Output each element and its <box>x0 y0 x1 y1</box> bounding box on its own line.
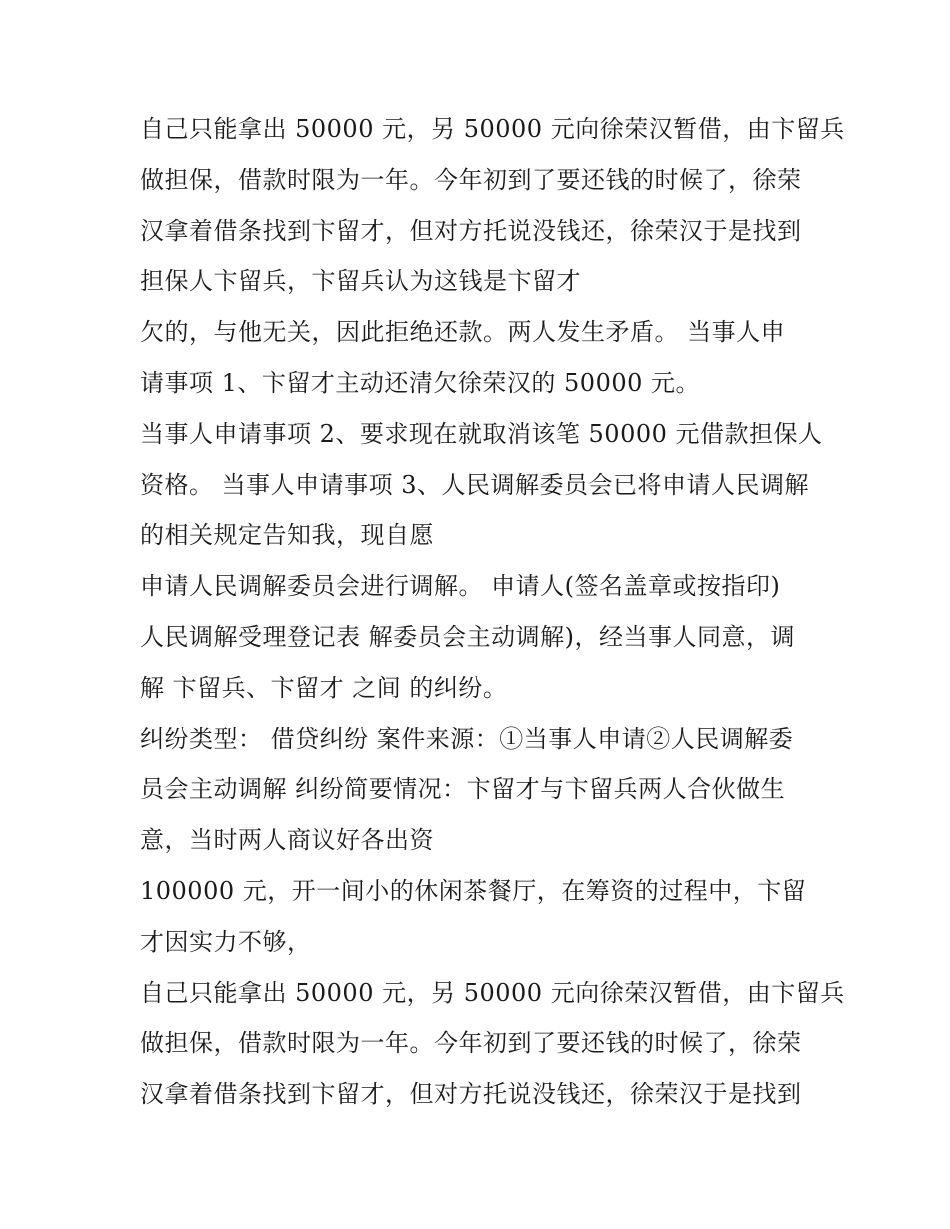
text-line-10: 申请人民调解委员会进行调解。 申请人(签名盖章或按指印) <box>140 572 781 601</box>
text-line-13: 纠纷类型： 借贷纠纷 案件来源：①当事人申请②人民调解委 <box>140 724 794 753</box>
text-line-7: 当事人申请事项 2、要求现在就取消该笔 50000 元借款担保人 <box>140 419 823 448</box>
text-line-1: 自己只能拿出 50000 元，另 50000 元向徐荣汉暂借，由卞留兵 <box>140 115 845 143</box>
text-line-14: 员会主动调解 纠纷简要情况：卞留才与卞留兵两人合伙做生 <box>140 775 786 804</box>
text-line-9: 的相关规定告知我，现自愿 <box>140 521 434 550</box>
text-line-8: 资格。 当事人申请事项 3、人民调解委员会已将申请人民调解 <box>140 470 810 499</box>
text-line-2: 做担保，借款时限为一年。今年初到了要还钱的时候了，徐荣 <box>140 165 802 194</box>
text-line-3: 汉拿着借条找到卞留才，但对方托说没钱还，徐荣汉于是找到 <box>140 216 802 245</box>
text-line-6: 请事项 1、卞留才主动还清欠徐荣汉的 50000 元。 <box>140 368 701 397</box>
text-line-17: 才因实力不够， <box>140 927 312 956</box>
document-body-text <box>140 104 845 1120</box>
text-line-5: 欠的，与他无关，因此拒绝还款。两人发生矛盾。 当事人申 <box>140 318 786 347</box>
text-line-20: 汉拿着借条找到卞留才，但对方托说没钱还，徐荣汉于是找到 <box>140 1080 802 1109</box>
text-line-16: 100000 元，开一间小的休闲茶餐厅，在筹资的过程中，卞留 <box>140 876 807 905</box>
text-line-15: 意，当时两人商议好各出资 <box>140 826 434 855</box>
text-line-19: 做担保，借款时限为一年。今年初到了要还钱的时候了，徐荣 <box>140 1029 802 1058</box>
text-line-18: 自己只能拿出 50000 元，另 50000 元向徐荣汉暂借，由卞留兵 <box>140 978 845 1007</box>
text-line-11: 人民调解受理登记表 解委员会主动调解)，经当事人同意，调 <box>140 622 795 651</box>
text-line-4: 担保人卞留兵，卞留兵认为这钱是卞留才 <box>140 267 581 296</box>
text-line-12: 解 卞留兵、卞留才 之间 的纠纷。 <box>140 673 508 702</box>
